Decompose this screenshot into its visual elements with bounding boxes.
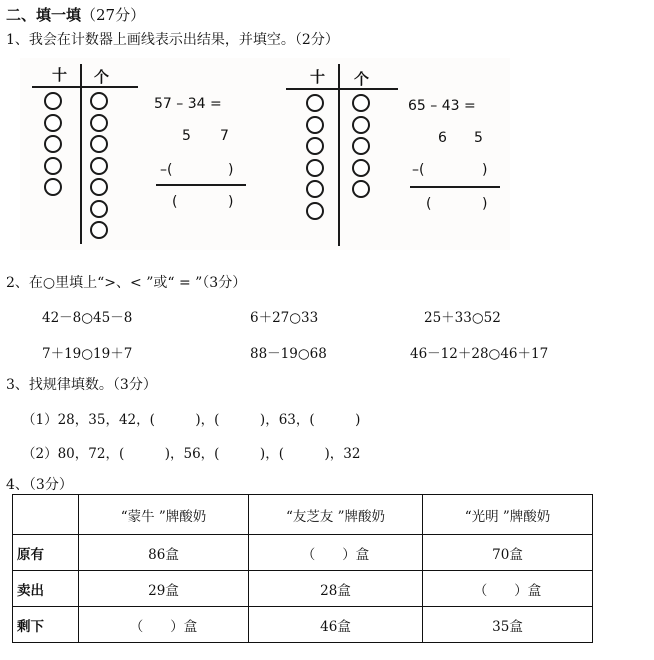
bead: [44, 178, 62, 196]
q4-cell-blank[interactable]: （ ）盒: [423, 571, 593, 607]
q4-cell: 29盒: [79, 571, 249, 607]
q2-item-5[interactable]: 88－19○68: [250, 346, 327, 362]
calc-left-expr: 57 – 34 =: [154, 96, 222, 112]
bead: [90, 114, 108, 132]
bead: [90, 178, 108, 196]
bead: [90, 92, 108, 110]
q4-cell: 35盒: [423, 607, 593, 643]
abacus-right-top-bar: [286, 88, 398, 90]
bead: [90, 200, 108, 218]
q4-cell: 70盒: [423, 535, 593, 571]
section-points: （27分）: [81, 6, 146, 24]
bead: [306, 137, 324, 155]
calc-right-expr: 65 – 43 =: [408, 98, 476, 114]
abacus-left-tens-label: 十: [52, 66, 68, 84]
calc-left-tens: 5: [182, 128, 191, 144]
bead: [306, 159, 324, 177]
calc-right-minus-open: –(: [412, 162, 425, 178]
q4-header-mengniu: “蒙牛 ”牌酸奶: [79, 495, 249, 535]
bead: [306, 116, 324, 134]
q1-prompt: 1、我会在计数器上画线表示出结果，并填空。（2分）: [6, 32, 339, 48]
abacus-left-top-bar: [32, 86, 138, 88]
bead: [44, 92, 62, 110]
bead: [352, 137, 370, 155]
bead: [352, 94, 370, 112]
calc-right-ones: 5: [474, 130, 483, 146]
calc-left-minus-open: –(: [160, 162, 173, 178]
q4-cell: 86盒: [79, 535, 249, 571]
q2-item-6[interactable]: 46－12＋28○46＋17: [410, 346, 549, 362]
q3-sequence-1[interactable]: （1）28，35，42，( )，( )，63，( ): [22, 412, 361, 428]
q4-header-row: [13, 495, 593, 535]
q4-row-label: 剩下: [13, 607, 79, 643]
abacus-left-ones-label: 个: [94, 68, 110, 86]
q4-row-remaining: [13, 607, 593, 643]
calc-left-result-open: (: [172, 194, 178, 210]
q3-prompt: 3、找规律填数。（3分）: [6, 377, 157, 393]
q1-figure: [20, 58, 510, 250]
bead: [352, 159, 370, 177]
bead: [44, 135, 62, 153]
abacus-left-divider: [80, 64, 82, 244]
q3-sequence-2[interactable]: （2）80，72，( )，56，( )，( )，32: [22, 446, 361, 462]
section-title-text: 二、填一填: [6, 6, 82, 24]
calc-left-ones: 7: [220, 128, 229, 144]
bead: [44, 157, 62, 175]
calc-left-result-close: ): [228, 194, 234, 210]
q4-header-youzhiyou: “友芝友 ”牌酸奶: [249, 495, 423, 535]
q2-prompt: 2、在○里填上“>、< ”或“ = ”（3分）: [6, 275, 247, 291]
calc-right-minus-close: ): [482, 162, 488, 178]
calc-right-result-open: (: [426, 196, 432, 212]
q4-row-original: [13, 535, 593, 571]
abacus-right-ones-label: 个: [354, 70, 370, 88]
abacus-right-divider: [338, 64, 340, 246]
q2-item-1[interactable]: 42－8○45－8: [42, 310, 133, 326]
q4-cell: 28盒: [249, 571, 423, 607]
q2-item-4[interactable]: 7＋19○19＋7: [42, 346, 133, 362]
bead: [90, 221, 108, 239]
calc-left-minus-close: ): [228, 162, 234, 178]
q4-header-blank: [13, 495, 79, 535]
calc-left-rule: [156, 184, 246, 186]
q2-item-3[interactable]: 25＋33○52: [424, 310, 501, 326]
bead: [306, 94, 324, 112]
bead: [352, 116, 370, 134]
q4-cell-blank[interactable]: （ ）盒: [249, 535, 423, 571]
calc-right-result-close: ): [482, 196, 488, 212]
q4-cell: 46盒: [249, 607, 423, 643]
q4-row-sold: [13, 571, 593, 607]
bead: [306, 180, 324, 198]
calc-right-tens: 6: [438, 130, 447, 146]
calc-right-rule: [410, 186, 500, 188]
bead: [306, 202, 324, 220]
q4-cell-blank[interactable]: （ ）盒: [79, 607, 249, 643]
q4-prompt: 4、（3分）: [6, 477, 73, 493]
q4-row-label: 原有: [13, 535, 79, 571]
q2-item-2[interactable]: 6＋27○33: [250, 310, 319, 326]
bead: [90, 157, 108, 175]
bead: [352, 180, 370, 198]
bead: [90, 135, 108, 153]
q4-table: [12, 494, 593, 643]
abacus-right-tens-label: 十: [310, 68, 326, 86]
q4-header-guangming: “光明 ”牌酸奶: [423, 495, 593, 535]
q4-row-label: 卖出: [13, 571, 79, 607]
section-title: [6, 4, 145, 25]
bead: [44, 114, 62, 132]
